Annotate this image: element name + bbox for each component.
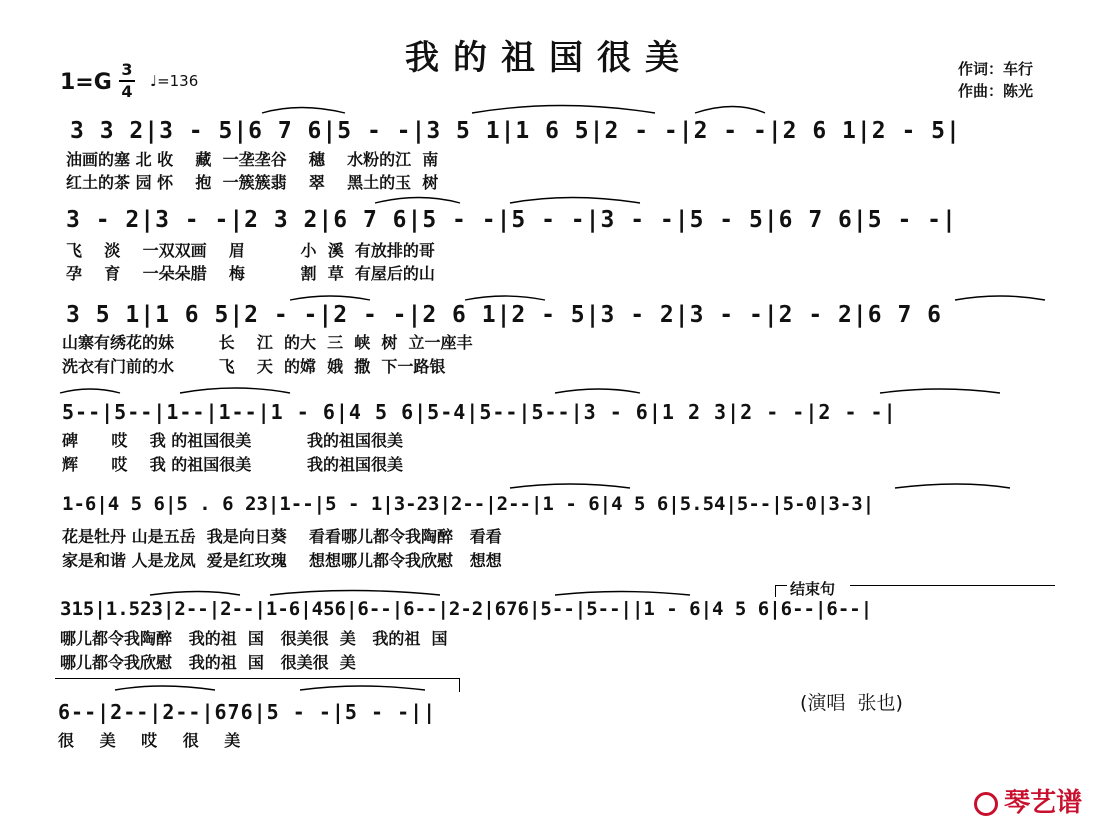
ending-bracket-left [775, 585, 787, 586]
system-6-lyrics-verse-1: 哪儿都令我陶醉 我的祖 国 很美很 美 我的祖 国 [60, 629, 448, 648]
time-signature-top: 3 [121, 60, 133, 79]
system-3-notes: 3 5 1|1 6 5|2 - -|2 - -|2 6 1|2 - 5|3 - 2|3 - -|2 - 2|6 7 6 [66, 302, 942, 328]
system-4-notes: 5--|5--|1--|1--|1 - 6|4 5 6|5-4|5--|5--|3 - 6|1 2 3|2 - -|2 - -| [62, 400, 897, 424]
system-5-notes: 1-6|4 5 6|5 . 6 23|1--|5 - 1|3-23|2--|2--|1 - 6|4 5 6|5.54|5--|5-0|3-3| [62, 493, 875, 515]
system-1-lyrics-verse-2: 红土的茶 园 怀 抱 一簇簇翡 翠 黑土的玉 树 [66, 173, 439, 192]
system-2-notes: 3 - 2|3 - -|2 3 2|6 7 6|5 - -|5 - -|3 - -|5 - 5|6 7 6|5 - -| [66, 207, 957, 233]
system-4-lyrics-verse-1: 碑 哎 我 的祖国很美 我的祖国很美 [62, 431, 403, 450]
lyricist-credit: 作词：车行 [958, 60, 1034, 78]
system-2-lyrics-verse-1: 飞 淡 一双双画 眉 小 溪 有放排的哥 [66, 241, 435, 260]
site-logo [956, 752, 1082, 819]
ending-bracket-tick [775, 585, 776, 597]
final-system-bracket-tick [459, 678, 460, 692]
system-6-lyrics-verse-2: 哪儿都令我欣慰 我的祖 国 很美很 美 [60, 653, 356, 672]
song-title: 我的祖国很美 [405, 38, 693, 78]
system-7-notes: 6--|2--|2--|676|5 - -|5 - -|| [58, 700, 437, 724]
system-7-lyrics: 很 美 哎 很 美 [58, 731, 251, 750]
system-6-notes: 315|1.523|2--|2--|1-6|456|6--|6--|2-2|676|5--|5--||1 - 6|4 5 6|6--|6--| [60, 598, 873, 620]
key-signature: 1=G [60, 70, 112, 95]
system-1-lyrics-verse-1: 油画的塞 北 收 藏 一垄垄谷 穗 水粉的江 南 [66, 150, 439, 169]
ending-label: 结束句 [790, 580, 836, 598]
time-signature-bottom: 4 [121, 82, 133, 101]
system-3-lyrics-verse-1: 山寨有绣花的妹 长 江 的大 三 峡 树 立一座丰 [62, 333, 473, 352]
system-5-lyrics-verse-1: 花是牡丹 山是五岳 我是向日葵 看看哪儿都令我陶醉 看看 [62, 527, 502, 546]
system-1-notes: 3 3 2|3 - 5|6 7 6|5 - -|3 5 1|1 6 5|2 - -|2 - -|2 6 1|2 - 5| [70, 118, 961, 144]
performer-credit: (演唱 张也) [800, 692, 903, 714]
system-5-lyrics-verse-2: 家是和谐 人是龙凤 爱是红玫瑰 想想哪儿都令我欣慰 想想 [62, 551, 502, 570]
system-2-lyrics-verse-2: 孕 育 一朵朵腊 梅 割 草 有屋后的山 [66, 264, 435, 283]
logo-text: 琴艺谱 [1004, 788, 1083, 818]
final-system-bracket [55, 678, 460, 679]
ending-bracket-right [850, 585, 1055, 586]
logo-mark-icon [974, 792, 998, 816]
composer-credit: 作曲：陈光 [958, 82, 1034, 100]
system-4-lyrics-verse-2: 辉 哎 我 的祖国很美 我的祖国很美 [62, 455, 403, 474]
system-3-lyrics-verse-2: 洗衣有门前的水 飞 天 的嫦 娥 撒 下一路银 [62, 357, 446, 376]
tempo-marking: ♩=136 [150, 72, 199, 90]
